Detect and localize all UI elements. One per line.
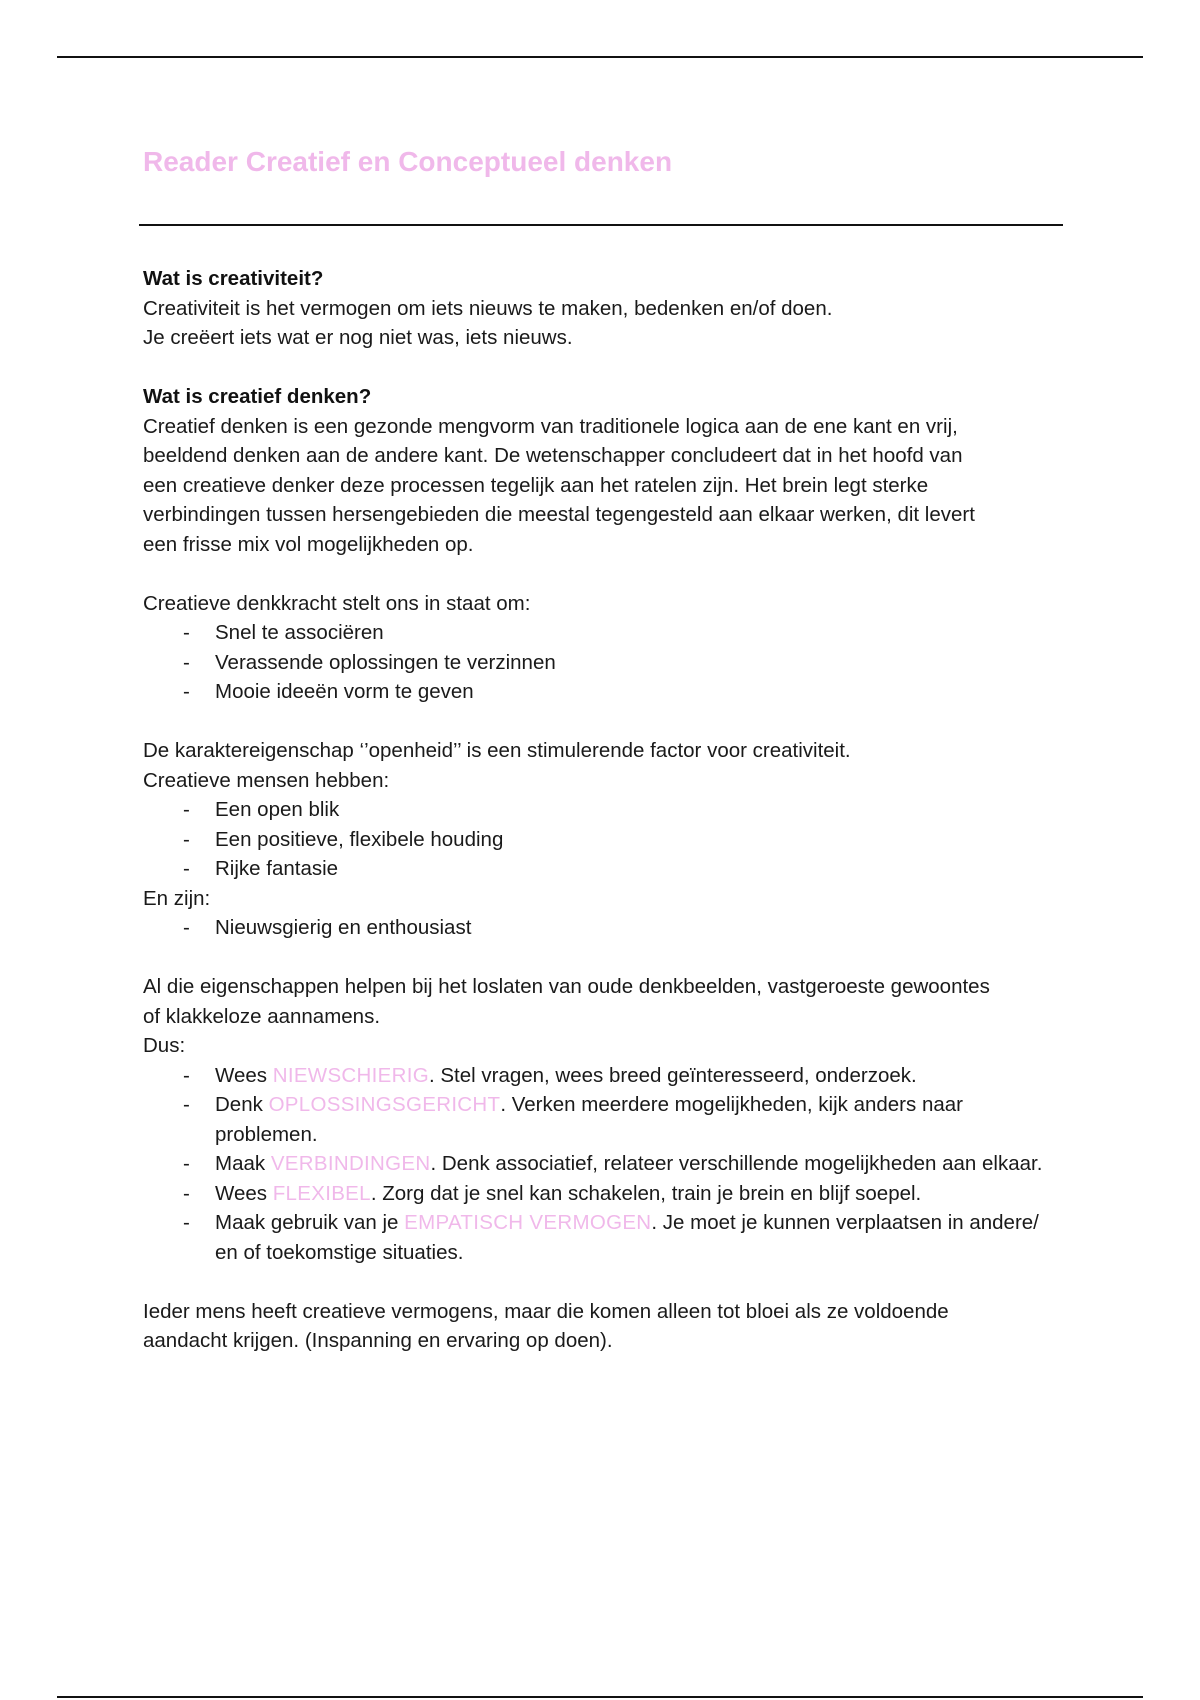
item-text: Denk <box>215 1093 269 1116</box>
section-eigenschappen <box>143 972 1063 1267</box>
page-top-rule <box>57 56 1143 58</box>
paragraph-line: beeldend denken aan de andere kant. De wetenschapper concludeert dat in het hoofd van <box>143 444 963 467</box>
section-creativiteit <box>143 264 1063 353</box>
item-text: . Zorg dat je snel kan schakelen, train je brein en blijf soepel. <box>370 1181 922 1205</box>
item-text: . Verken meerdere mogelijkheden, kijk anders naar problemen. <box>215 1093 963 1146</box>
list-item <box>143 1179 1063 1209</box>
section-creatief-denken <box>143 382 1063 559</box>
list-item: - Rijke fantasie <box>143 854 1063 884</box>
paragraph-line: of klakkeloze aannamens. <box>143 1004 381 1028</box>
list-item: - Verassende oplossingen te verzinnen <box>143 648 1063 678</box>
list-item: - Een open blik <box>143 795 1063 825</box>
page-bottom-rule <box>57 1696 1143 1698</box>
list-item <box>143 1090 1063 1149</box>
paragraph-line: De karaktereigenschap ‘’openheid’’ is een stimulerende factor voor creativiteit. <box>143 739 851 762</box>
paragraph-line: Creatief denken is een gezonde mengvorm van traditionele logica aan de ene kant en vrij, <box>143 414 958 438</box>
item-text: . Denk associatief, relateer verschillende mogelijkheden aan elkaar. <box>430 1152 1043 1175</box>
section-openheid <box>143 736 1063 943</box>
section-denkkracht <box>143 589 1063 707</box>
list-item <box>143 1061 1063 1091</box>
highlight-keyword: NIEWSCHIERIG <box>272 1063 429 1087</box>
title-divider <box>139 224 1063 226</box>
list-item: - Mooie ideeën vorm te geven <box>143 677 1063 707</box>
section-heading: Wat is creatief denken? <box>143 385 372 408</box>
document-page <box>143 140 1063 1352</box>
paragraph-line: En zijn: <box>143 886 211 910</box>
document-title: Reader Creatief en Conceptueel denken <box>143 146 673 177</box>
highlight-keyword: FLEXIBEL <box>272 1181 371 1205</box>
paragraph-line: Creativiteit is het vermogen om iets nieuws te maken, bedenken en/of doen. <box>143 296 833 320</box>
item-text: Maak <box>215 1152 271 1175</box>
item-text: . Stel vragen, wees breed geïnteresseerd, onderzoek. <box>428 1063 917 1087</box>
paragraph-line: Al die eigenschappen helpen bij het loslaten van oude denkbeelden, vastgeroeste gewoontes <box>143 975 990 998</box>
paragraph-line: aandacht krijgen. (Inspanning en ervaring op doen). <box>143 1329 613 1352</box>
paragraph-line: een frisse mix vol mogelijkheden op. <box>143 532 474 556</box>
item-text: . Je moet je kunnen verplaatsen in andere/ en of toekomstige situaties. <box>215 1211 1039 1264</box>
section-heading: Wat is creativiteit? <box>143 267 324 290</box>
highlight-keyword: OPLOSSINGSGERICHT <box>268 1093 501 1116</box>
paragraph-line: Creatieve mensen hebben: <box>143 768 390 792</box>
paragraph-line: verbindingen tussen hersengebieden die meestal tegengesteld aan elkaar werken, dit levert <box>143 503 975 526</box>
bullet-list <box>143 618 1063 707</box>
bullet-list <box>143 795 1063 884</box>
highlight-keyword: VERBINDINGEN <box>270 1152 431 1175</box>
bullet-list <box>143 913 1063 943</box>
paragraph-line: een creatieve denker deze processen tegelijk aan het ratelen zijn. Het brein legt sterke <box>143 473 929 497</box>
list-item: - Nieuwsgierig en enthousiast <box>143 913 1063 943</box>
item-text: Wees <box>215 1063 273 1087</box>
list-item: - Een positieve, flexibele houding <box>143 825 1063 855</box>
item-text: Maak gebruik van je <box>215 1211 405 1234</box>
paragraph-line: Creatieve denkkracht stelt ons in staat om: <box>143 591 531 615</box>
paragraph-line: Dus: <box>143 1034 186 1057</box>
paragraph-line: Je creëert iets wat er nog niet was, iets nieuws. <box>143 326 573 349</box>
list-item: - Snel te associëren <box>143 618 1063 648</box>
highlight-keyword: EMPATISCH VERMOGEN <box>404 1211 652 1234</box>
document-body <box>143 264 1063 1356</box>
bullet-list <box>143 1061 1063 1268</box>
item-text: Wees <box>215 1181 273 1205</box>
list-item <box>143 1208 1063 1267</box>
section-conclusie <box>143 1297 1063 1356</box>
list-item <box>143 1149 1063 1179</box>
paragraph-line: Ieder mens heeft creatieve vermogens, maar die komen alleen tot bloei als ze voldoende <box>143 1299 949 1323</box>
